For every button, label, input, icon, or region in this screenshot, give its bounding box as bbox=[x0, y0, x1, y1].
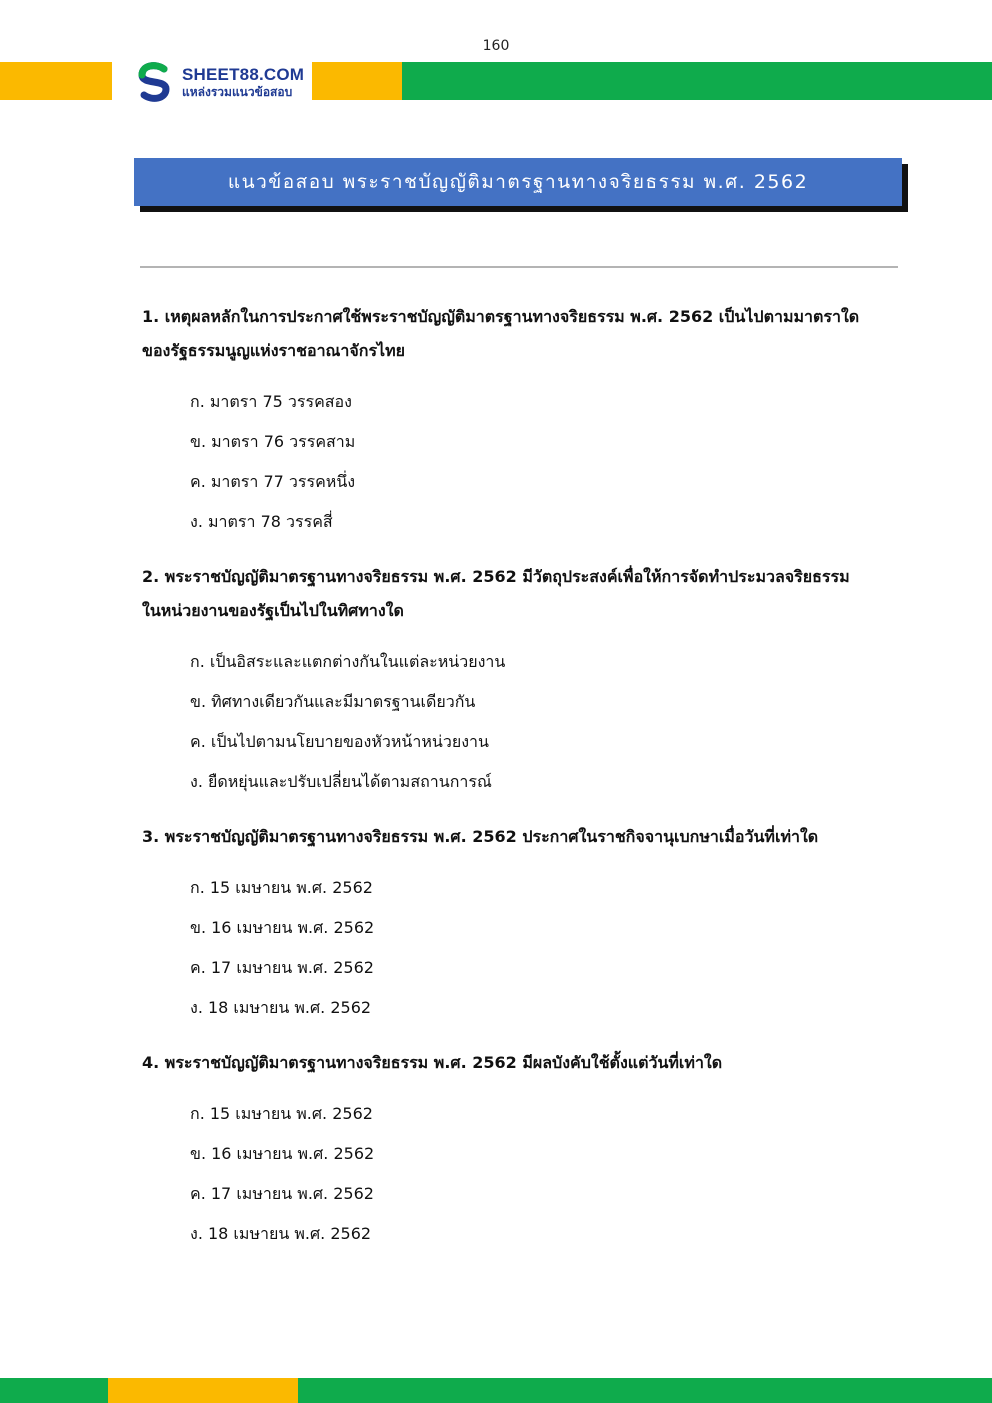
question-2 bbox=[142, 560, 902, 802]
option-d: ง. มาตรา 78 วรรคสี่ bbox=[190, 512, 333, 531]
question-text-line1: 2. พระราชบัญญัติมาตรฐานทางจริยธรรม พ.ศ. 2562 มีวัตถุประสงค์เพื่อให้การจัดทำประมวลจริยธรรม bbox=[142, 567, 850, 586]
option-b: ข. มาตรา 76 วรรคสาม bbox=[190, 432, 356, 451]
option-d: ง. 18 เมษายน พ.ศ. 2562 bbox=[190, 998, 372, 1017]
question-1 bbox=[142, 300, 902, 542]
option-list bbox=[142, 1094, 902, 1254]
logo-text bbox=[182, 66, 304, 98]
question-text bbox=[142, 300, 902, 368]
option-a: ก. เป็นอิสระและแตกต่างกันในแต่ละหน่วยงาน bbox=[190, 652, 506, 671]
header-band-green bbox=[402, 62, 992, 100]
option-list bbox=[142, 382, 902, 542]
footer-band-yellow bbox=[108, 1378, 298, 1403]
logo-tagline: แหล่งรวมแนวข้อสอบ bbox=[182, 85, 293, 99]
option-b: ข. ทิศทางเดียวกันและมีมาตรฐานเดียวกัน bbox=[190, 692, 476, 711]
page-number: 160 bbox=[482, 38, 510, 54]
option-a: ก. 15 เมษายน พ.ศ. 2562 bbox=[190, 1104, 373, 1123]
option-d: ง. ยืดหยุ่นและปรับเปลี่ยนได้ตามสถานการณ์ bbox=[190, 772, 492, 791]
question-text-line2: ในหน่วยงานของรัฐเป็นไปในทิศทางใด bbox=[142, 601, 404, 620]
question-text bbox=[142, 1046, 902, 1080]
page-title: แนวข้อสอบ พระราชบัญญัติมาตรฐานทางจริยธรรม พ.ศ. 2562 bbox=[134, 158, 902, 206]
question-list bbox=[142, 300, 902, 1272]
option-a: ก. มาตรา 75 วรรคสอง bbox=[190, 392, 352, 411]
divider-rule bbox=[140, 266, 898, 268]
option-b: ข. 16 เมษายน พ.ศ. 2562 bbox=[190, 1144, 375, 1163]
logo-name: SHEET88.COM bbox=[182, 65, 305, 84]
option-list bbox=[142, 642, 902, 802]
question-text-line2: ของรัฐธรรมนูญแห่งราชอาณาจักรไทย bbox=[142, 341, 406, 360]
question-text-line1: 1. เหตุผลหลักในการประกาศใช้พระราชบัญญัติมาตรฐานทางจริยธรรม พ.ศ. 2562 เป็นไปตามมาตราใด bbox=[142, 307, 860, 326]
question-text bbox=[142, 560, 902, 628]
question-3 bbox=[142, 820, 902, 1028]
option-c: ค. 17 เมษายน พ.ศ. 2562 bbox=[190, 1184, 374, 1203]
option-a: ก. 15 เมษายน พ.ศ. 2562 bbox=[190, 878, 373, 897]
option-list bbox=[142, 868, 902, 1028]
option-c: ค. มาตรา 77 วรรคหนึ่ง bbox=[190, 472, 356, 491]
option-b: ข. 16 เมษายน พ.ศ. 2562 bbox=[190, 918, 375, 937]
question-text-line1: 3. พระราชบัญญัติมาตรฐานทางจริยธรรม พ.ศ. 2562 ประกาศในราชกิจจานุเบกษาเมื่อวันที่เท่าใด bbox=[142, 827, 819, 846]
option-c: ค. เป็นไปตามนโยบายของหัวหน้าหน่วยงาน bbox=[190, 732, 489, 751]
option-c: ค. 17 เมษายน พ.ศ. 2562 bbox=[190, 958, 374, 977]
question-text-line1: 4. พระราชบัญญัติมาตรฐานทางจริยธรรม พ.ศ. 2562 มีผลบังคับใช้ตั้งแต่วันที่เท่าใด bbox=[142, 1053, 723, 1072]
question-text bbox=[142, 820, 902, 854]
header-band-yellow-mid bbox=[312, 62, 402, 100]
question-4 bbox=[142, 1046, 902, 1254]
option-d: ง. 18 เมษายน พ.ศ. 2562 bbox=[190, 1224, 372, 1243]
logo-s-icon bbox=[134, 61, 176, 103]
logo bbox=[112, 58, 312, 106]
header-band-yellow-left bbox=[0, 62, 112, 100]
